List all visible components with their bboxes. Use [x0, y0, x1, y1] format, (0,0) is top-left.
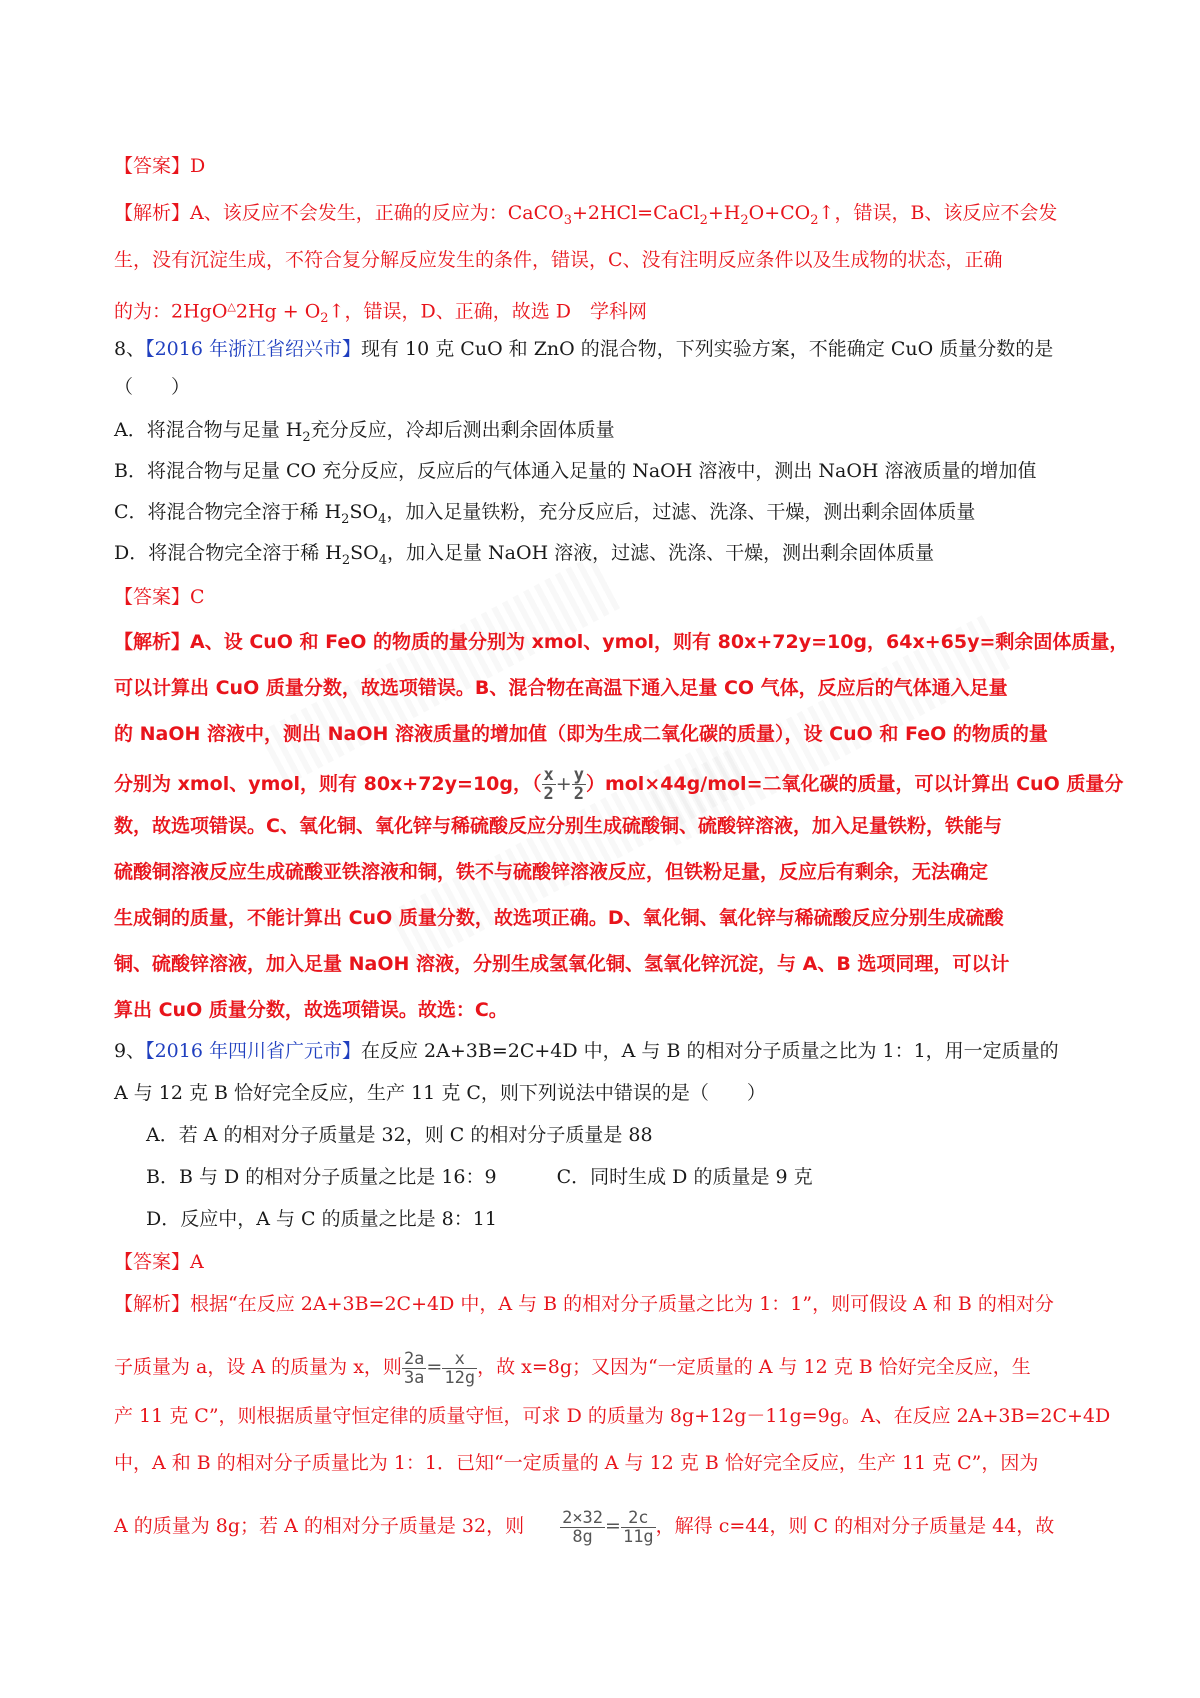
q9-stem-2: A 与 12 克 B 恰好完全反应，生产 11 克 C，则下列说法中错误的是（ ） — [114, 1082, 766, 1104]
q8-analysis-line-4 — [114, 765, 1124, 804]
q8-analysis-line-5: 数，故选项错误。C、氧化铜、氧化锌与稀硫酸反应分别生成硫酸铜、硫酸锌溶液，加入足量铁粉，铁能与 — [114, 815, 1002, 837]
text: ）mol×44g/mol=二氧化碳的质量，可以计算出 CuO 质量分 — [585, 773, 1124, 795]
text: +2HCl=CaCl — [571, 202, 700, 224]
q9-option-a: A．若 A 的相对分子质量是 32，则 C 的相对分子质量是 88 — [146, 1124, 653, 1146]
question-source: 【2016 年浙江省绍兴市】 — [145, 338, 361, 360]
text: 【解析】A、该反应不会发生，正确的反应为：CaCO — [114, 202, 564, 224]
q7-analysis-line-3 — [114, 293, 1104, 333]
text: ↑，错误，D、正确，故选 D 学科网 — [328, 300, 647, 323]
question-source: 【2016 年四川省广元市】 — [145, 1040, 361, 1062]
text: 现有 10 克 CuO 和 ZnO 的混合物，下列实验方案，不能确定 CuO 质量分数的是 — [361, 338, 1054, 360]
fraction-x-over-12g: $\frac{x}{12g}$ — [444, 1348, 476, 1388]
q9-analysis-line-1: 【解析】根据“在反应 2A+3B=2C+4D 中，A 与 B 的相对分子质量之比为 1：1”，则可假设 A 和 B 的相对分 — [114, 1293, 1054, 1315]
text: ，故 x=8g；又因为“一定质量的 A 与 12 克 B 恰好完全反应，生 — [477, 1356, 1031, 1378]
fraction-2c-over-11g: $\frac{2c}{11g}$ — [622, 1507, 654, 1547]
fraction-x-over-2: $\frac{x}{2}$ — [543, 765, 554, 804]
q8-analysis-line-2: 可以计算出 CuO 质量分数，故选项错误。B、混合物在高温下通入足量 CO 气体，反应后的气体通入足量 — [114, 677, 1008, 699]
text: 子质量为 a，设 A 的质量为 x，则 — [114, 1356, 402, 1378]
fraction-2x32-over-8g: $\frac{2\times 32}{8g}$ — [562, 1507, 604, 1547]
text: SO — [350, 542, 379, 564]
q8-analysis-line-3: 的 NaOH 溶液中，测出 NaOH 溶液质量的增加值（即为生成二氧化碳的质量），设 CuO 和 FeO 的物质的量 — [114, 723, 1048, 745]
q8-stem — [114, 335, 1104, 363]
q8-paren: （ ） — [114, 376, 191, 398]
text: ，解得 c=44，则 C 的相对分子质量是 44，故 — [655, 1515, 1055, 1537]
equals-sign: = — [605, 1515, 621, 1537]
q7-analysis-line-2: 生，没有沉淀生成，不符合复分解反应发生的条件，错误，C、没有注明反应条件以及生成物的状态，正确 — [114, 249, 1003, 271]
q7-answer: 【答案】D — [114, 155, 206, 177]
text: A 的质量为 8g；若 A 的相对分子质量是 32，则 — [114, 1515, 525, 1537]
text: C．将混合物完全溶于稀 H — [114, 501, 342, 523]
text: 在反应 2A+3B=2C+4D 中，A 与 B 的相对分子质量之比为 1：1，用一定质量的 — [361, 1040, 1059, 1062]
q8-analysis-line-6: 硫酸铜溶液反应生成硫酸亚铁溶液和铜，铁不与硫酸锌溶液反应，但铁粉足量，反应后有剩余，无法确定 — [114, 861, 989, 883]
q8-option-d — [114, 539, 1104, 575]
subscript: 2 — [341, 552, 351, 568]
q9-option-c: C．同时生成 D 的质量是 9 克 — [556, 1166, 813, 1188]
text: O+CO — [748, 202, 811, 224]
subscript: 2 — [341, 511, 350, 527]
text: D．将混合物完全溶于稀 H — [114, 542, 342, 564]
text: ↑，错误，B、该反应不会发 — [818, 202, 1058, 224]
delta-sign: △ — [227, 300, 236, 313]
q8-analysis-line-1: 【解析】A、设 CuO 和 FeO 的物质的量分别为 xmol、ymol，则有 80x+72y=10g，64x+65y=剩余固体质量， — [114, 631, 1129, 653]
fraction-2a-over-3a: $\frac{2a}{3a}$ — [403, 1348, 425, 1388]
text: 充分反应，冷却后测出剩余固体质量 — [310, 419, 615, 441]
text: ，加入足量铁粉，充分反应后，过滤、洗涤、干燥，测出剩余固体质量 — [386, 501, 976, 523]
text: +H — [707, 202, 741, 224]
q9-analysis-line-3: 产 11 克 C”，则根据质量守恒定律的质量守恒，可求 D 的质量为 8g+12g－11g=9g。A、在反应 2A+3B=2C+4D — [114, 1405, 1111, 1427]
q9-option-d: D．反应中，A 与 C 的质量之比是 8：11 — [146, 1208, 497, 1230]
fraction-y-over-2: $\frac{y}{2}$ — [573, 765, 584, 804]
subscript: 2 — [699, 212, 708, 228]
subscript: 2 — [740, 212, 749, 228]
question-number: 9、 — [114, 1040, 146, 1062]
subscript: 2 — [320, 311, 329, 327]
question-number: 8、 — [114, 338, 146, 360]
text: A．将混合物与足量 H — [114, 419, 303, 441]
subscript: 2 — [302, 429, 311, 445]
subscript: 3 — [563, 212, 572, 228]
q8-answer: 【答案】C — [114, 586, 205, 608]
q9-option-b-c — [146, 1163, 1136, 1191]
q9-analysis-line-4: 中，A 和 B 的相对分子质量比为 1：1．已知“一定质量的 A 与 12 克 B 恰好完全反应，生产 11 克 C”，因为 — [114, 1452, 1039, 1474]
equals-sign: = — [426, 1356, 443, 1378]
text: 分别为 xmol、ymol，则有 80x+72y=10g，（ — [114, 773, 542, 795]
q9-stem — [114, 1037, 1104, 1065]
plus-sign: + — [555, 773, 572, 795]
q8-analysis-line-8: 铜、硫酸锌溶液，加入足量 NaOH 溶液，分别生成氢氧化铜、氢氧化锌沉淀，与 A、B 选项同理，可以计 — [114, 953, 1010, 975]
q8-option-a — [114, 416, 1104, 452]
q9-analysis-line-5 — [114, 1498, 1104, 1554]
subscript: 4 — [378, 552, 387, 568]
text: 的为：2HgO — [114, 300, 228, 323]
text: SO — [349, 501, 379, 523]
q8-option-b: B．将混合物与足量 CO 充分反应，反应后的气体通入足量的 NaOH 溶液中，测出 NaOH 溶液质量的增加值 — [114, 460, 1037, 482]
q9-option-b: B．B 与 D 的相对分子质量之比是 16：9 — [146, 1166, 497, 1188]
text: ，加入足量 NaOH 溶液，过滤、洗涤、干燥，测出剩余固体质量 — [387, 542, 935, 564]
subscript: 2 — [810, 212, 819, 228]
q7-analysis-line-1 — [114, 199, 1104, 235]
q8-option-c — [114, 498, 1104, 534]
q9-answer: 【答案】A — [114, 1251, 204, 1273]
text: 2Hg + O — [235, 300, 321, 323]
q8-analysis-line-9: 算出 CuO 质量分数，故选项错误。故选：C。 — [114, 999, 508, 1021]
q9-analysis-line-2 — [114, 1340, 1104, 1394]
subscript: 4 — [378, 511, 387, 527]
q8-analysis-line-7: 生成铜的质量，不能计算出 CuO 质量分数，故选项正确。D、氧化铜、氧化锌与稀硫酸反应分别生成硫酸 — [114, 907, 1004, 929]
